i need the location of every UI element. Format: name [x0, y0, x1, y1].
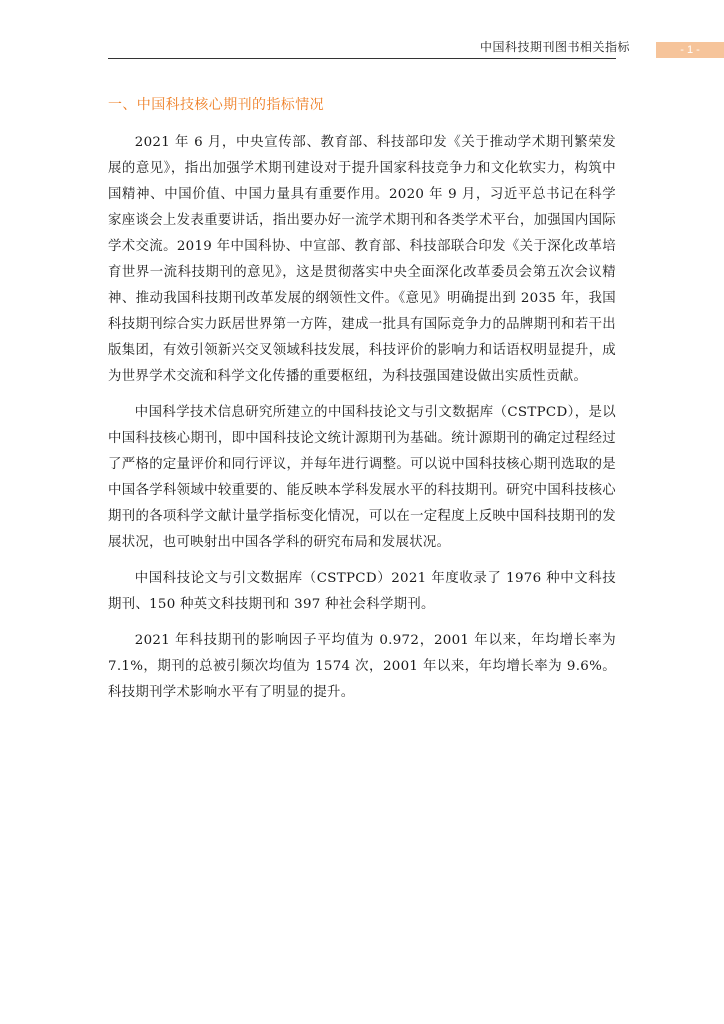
- paragraph-journal-counts: 中国科技论文与引文数据库（CSTPCD）2021 年度收录了 1976 种中文科技期刊、150 种英文科技期刊和 397 种社会科学期刊。: [108, 571, 616, 612]
- header-divider: [108, 58, 616, 59]
- page-number-badge: - 1 -: [656, 42, 724, 58]
- section-heading: 一、中国科技核心期刊的指标情况: [108, 97, 324, 113]
- paragraph-cstpcd-database: 中国科学技术信息研究所建立的中国科技论文与引文数据库（CSTPCD），是以中国科技核心期刊，即中国科技论文统计源期刊为基础。统计源期刊的确定过程经过了严格的定量评价和同行评议，并每年进行调整。可以说中国科技核心期刊选取的是中国各学科领域中较重要的、能反映本学科发展水平的科技期刊。研究中国科技核心期刊的各项科学文献计量学指标变化情况，可以在一定程度上反映中国科技期刊的发展状况，也可映射出中国各学科的研究布局和发展状况。: [108, 405, 616, 550]
- running-header-title: 中国科技期刊图书相关指标: [479, 40, 630, 54]
- paragraph-policy-background: 2021 年 6 月，中央宣传部、教育部、科技部印发《关于推动学术期刊繁荣发展的意见》，指出加强学术期刊建设对于提升国家科技竞争力和文化软实力，构筑中国精神、中国价值、中国力量具有重要作用。2020 年 9 月，习近平总书记在科学家座谈会上发表重要讲话，指出要办好一流学术期刊和各类学术平台，加强国内国际学术交流。2019 年中国科协、中宣部、教育部、科技部联合印发《关于深化改革培育世界一流科技期刊的意见》，这是贯彻落实中央全面深化改革委员会第五次会议精神、推动我国科技期刊改革发展的纲领性文件。《意见》明确提出到 2035 年，我国科技期刊综合实力跃居世界第一方阵，建成一批具有国际竞争力的品牌期刊和若干出版集团，有效引领新兴交叉领域科技发展，科技评价的影响力和话语权明显提升，成为世界学术交流和科学文化传播的重要枢纽，为科技强国建设做出实质性贡献。: [108, 135, 616, 384]
- document-body: [108, 94, 616, 716]
- paragraph-impact-factor: 2021 年科技期刊的影响因子平均值为 0.972，2001 年以来，年均增长率为 7.1%，期刊的总被引频次均值为 1574 次，2001 年以来，年均增长率为 9.6%。科技期刊学术影响水平有了明显的提升。: [108, 633, 616, 700]
